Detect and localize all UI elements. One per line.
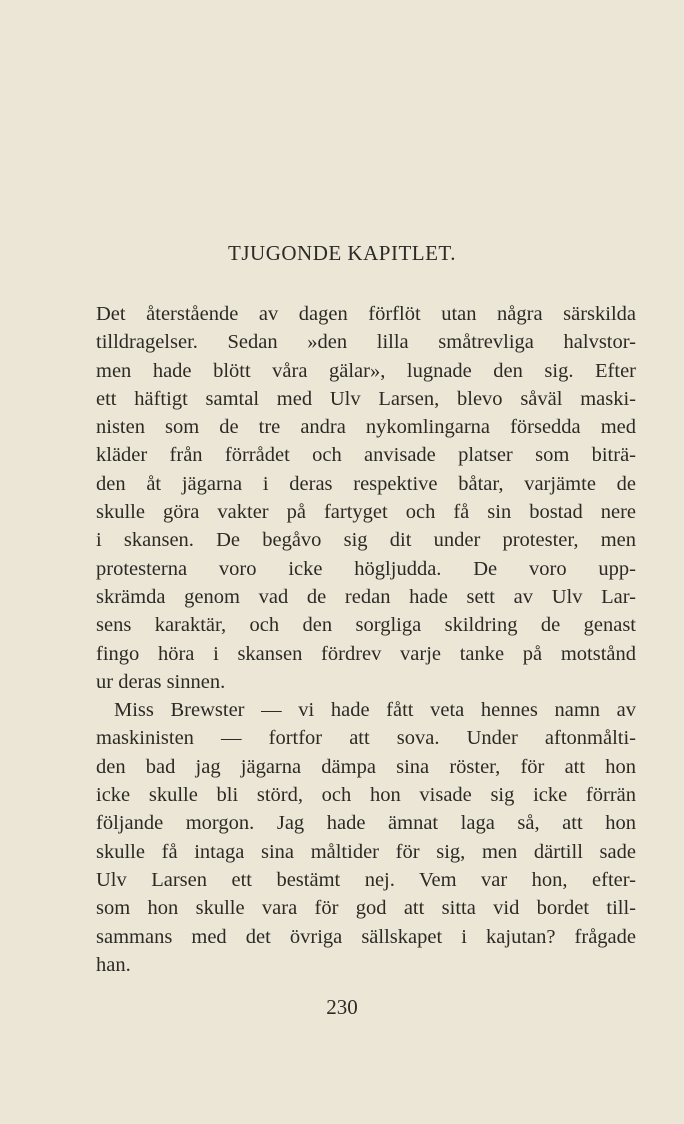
text-line: han. — [96, 953, 131, 976]
text-line: Ulv Larsen ett bestämt nej. Vem var hon, efter- — [96, 868, 636, 891]
text-line: i skansen. De begåvo sig dit under protester, men — [96, 529, 636, 552]
text-line: fingo höra i skansen fördrev varje tanke på motstånd — [96, 642, 636, 665]
text-line: skrämda genom vad de redan hade sett av Ulv Lar- — [96, 585, 636, 608]
text-line: som hon skulle vara för god att sitta vid bordet till- — [96, 897, 636, 920]
text-line: den åt jägarna i deras respektive båtar, varjämte de — [96, 472, 636, 495]
page-number: 230 — [326, 995, 358, 1019]
text-line: följande morgon. Jag hade ämnat laga så, att hon — [96, 812, 636, 835]
text-line: skulle få intaga sina måltider för sig, men därtill sade — [96, 840, 636, 863]
chapter-title: TJUGONDE KAPITLET. — [228, 241, 456, 265]
text-line: den bad jag jägarna dämpa sina röster, för att hon — [96, 755, 636, 778]
text-line: ur deras sinnen. — [96, 670, 226, 693]
text-line: Miss Brewster — vi hade fått veta hennes namn av — [114, 699, 636, 722]
text-line: icke skulle bli störd, och hon visade sig icke förrän — [96, 784, 636, 807]
text-line: tilldragelser. Sedan »den lilla småtrevliga halvstor- — [96, 331, 636, 354]
text-line: ett häftigt samtal med Ulv Larsen, blevo såväl maski- — [96, 387, 636, 410]
text-line: maskinisten — fortfor att sova. Under aftonmålti- — [96, 727, 636, 750]
text-line: skulle göra vakter på fartyget och få sin bostad nere — [96, 501, 636, 524]
text-line: nisten som de tre andra nykomlingarna försedda med — [96, 416, 636, 439]
text-line: sens karaktär, och den sorgliga skildring de genast — [96, 614, 636, 637]
text-line: kläder från förrådet och anvisade platser som biträ- — [96, 444, 636, 467]
text-line: sammans med det övriga sällskapet i kajutan? frågade — [96, 925, 636, 948]
text-line: men hade blött våra gälar», lugnade den sig. Efter — [96, 359, 636, 382]
text-line: Det återstående av dagen förflöt utan några särskilda — [96, 303, 636, 325]
text-line: protesterna voro icke högljudda. De voro upp- — [96, 557, 636, 580]
body-text — [96, 300, 636, 979]
